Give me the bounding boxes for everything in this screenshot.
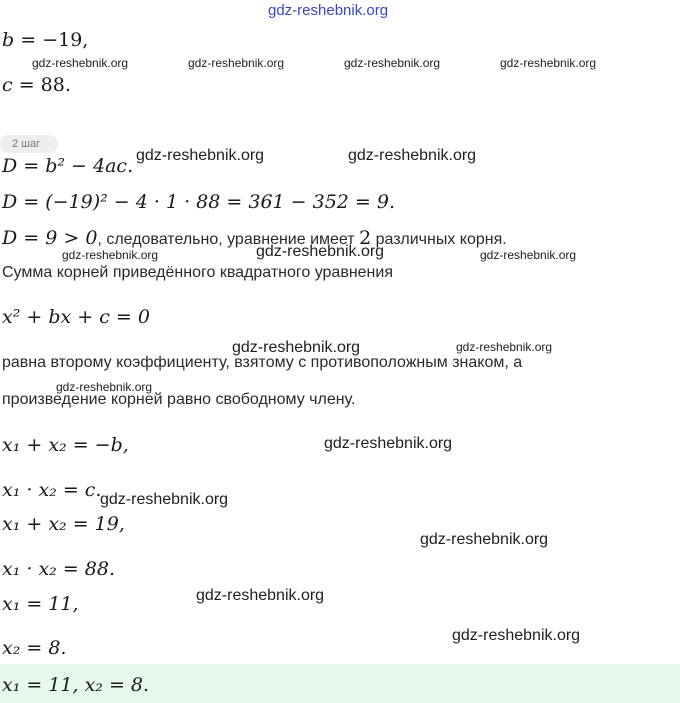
discriminant-formula: D = b² − 4ac.	[2, 155, 134, 177]
b-value-line: b = −19,	[2, 29, 89, 51]
c-value: 88.	[40, 74, 71, 96]
second-root: x₂ = 8.	[2, 637, 67, 659]
discriminant-calculation: D = (−19)² − 4 · 1 · 88 = 361 − 352 = 9.	[2, 191, 396, 213]
c-value-line: c = 88.	[2, 74, 71, 96]
watermark: gdz-reshebnik.org	[324, 435, 453, 452]
watermark: gdz-reshebnik.org	[196, 587, 325, 604]
step-badge: 2 шаг	[0, 135, 58, 153]
watermark: gdz-reshebnik.org	[452, 627, 581, 644]
first-root: x₁ = 11,	[2, 593, 79, 615]
watermark: gdz-reshebnik.org	[100, 491, 229, 508]
vieta-text-2: произведение корней равно свободному члену.	[2, 391, 356, 408]
watermark: gdz-reshebnik.org	[456, 340, 553, 354]
watermark: gdz-reshebnik.org	[56, 380, 153, 394]
answer: x₁ = 11, x₂ = 8.	[2, 674, 150, 696]
watermark: gdz-reshebnik.org	[256, 243, 385, 260]
watermark: gdz-reshebnik.org	[344, 56, 441, 70]
product-of-roots-general: x₁ · x₂ = c.	[2, 479, 102, 501]
watermark: gdz-reshebnik.org	[188, 56, 285, 70]
reduced-equation: x² + bx + c = 0	[2, 306, 150, 328]
vieta-intro: Сумма корней приведённого квадратного уравнения	[2, 264, 393, 281]
sum-of-roots-general: x₁ + x₂ = −b,	[2, 434, 129, 456]
discriminant-inequality: D = 9 > 0	[2, 227, 98, 249]
b-value: −19,	[42, 29, 89, 51]
watermark: gdz-reshebnik.org	[348, 147, 477, 164]
discriminant-conclusion	[2, 227, 507, 249]
product-of-roots-specific: x₁ · x₂ = 88.	[2, 558, 115, 580]
watermark: gdz-reshebnik.org	[136, 147, 265, 164]
watermark: gdz-reshebnik.org	[420, 531, 549, 548]
watermark: gdz-reshebnik.org	[480, 248, 577, 262]
conclusion-tail: различных корня.	[375, 231, 507, 248]
watermark: gdz-reshebnik.org	[32, 56, 129, 70]
sum-of-roots-specific: x₁ + x₂ = 19,	[2, 513, 125, 535]
watermark: gdz-reshebnik.org	[500, 56, 597, 70]
watermark: gdz-reshebnik.org	[62, 248, 159, 262]
vieta-text-1: равна второму коэффициенту, взятому с противоположным знаком, а	[2, 354, 523, 371]
header-watermark: gdz-reshebnik.org	[268, 2, 389, 19]
roots-count: 2	[359, 227, 372, 249]
watermark: gdz-reshebnik.org	[232, 339, 361, 356]
conclusion-text: , следовательно, уравнение имеет	[97, 231, 355, 248]
